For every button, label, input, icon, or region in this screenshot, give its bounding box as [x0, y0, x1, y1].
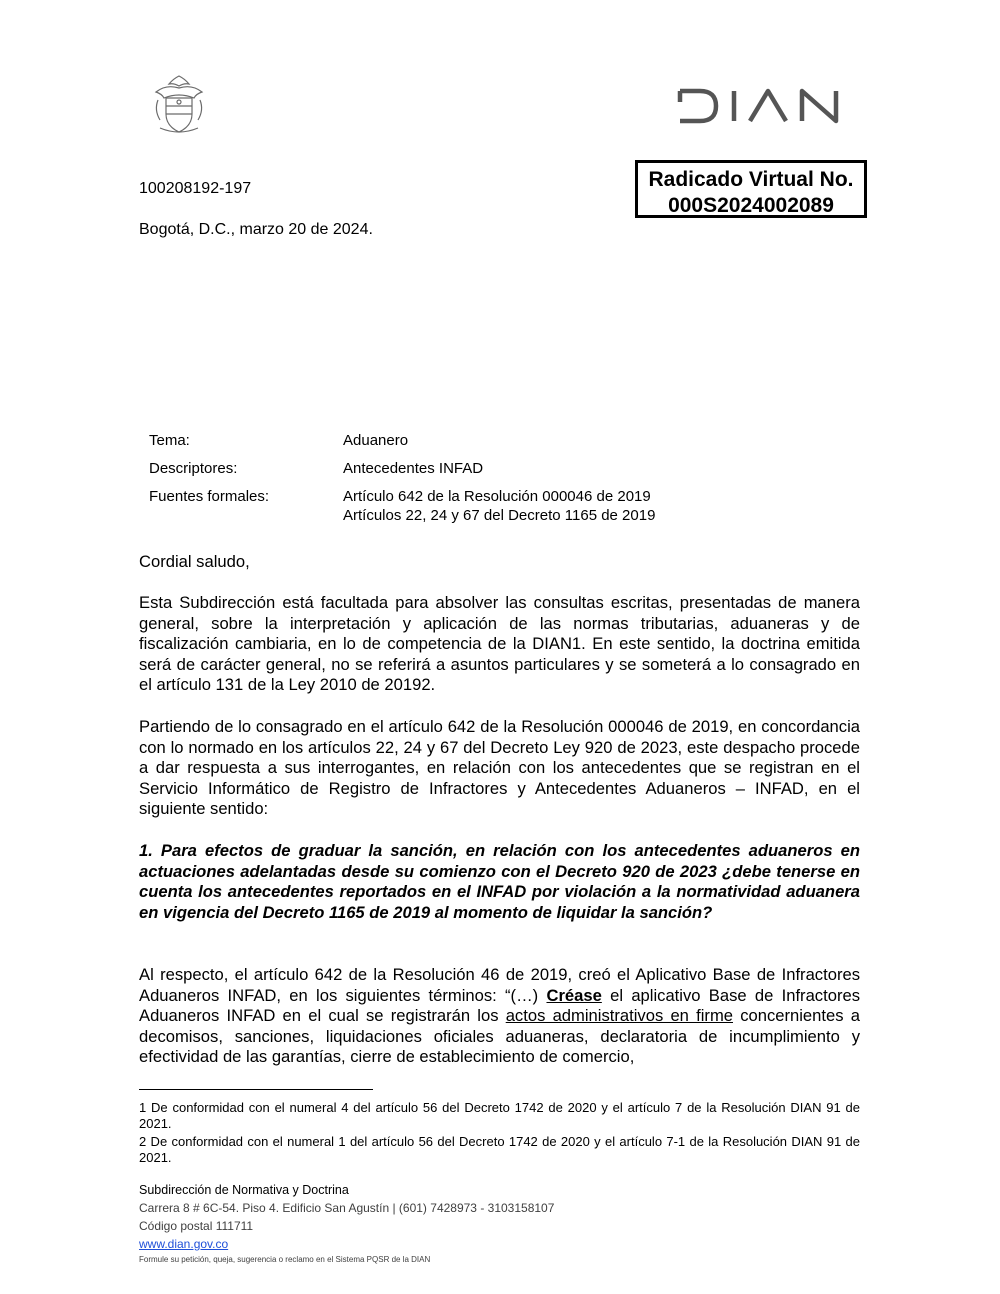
descriptores-label: Descriptores:: [149, 460, 238, 477]
radicado-box: [635, 160, 867, 218]
greeting: Cordial saludo,: [139, 552, 250, 571]
descriptores-value: Antecedentes INFAD: [343, 460, 484, 477]
fuentes-label: Fuentes formales:: [149, 488, 270, 505]
tema-value: Aduanero: [343, 432, 409, 449]
footer-postal-code: Código postal 111711: [139, 1219, 254, 1233]
paragraph-1: Esta Subdirección está facultada para absolver las consultas escritas, presentadas de manera general, sobre la interpretación y aplicación de las normas tributarias, aduaneras y de fiscalización cambiaria, en lo de competencia de la DIAN1. En este sentido, la doctrina emitida será de carácter general, no se referirá a asuntos particulares y se someterá a lo consagrado en el artículo 131 de la Ley 2010 de 20192.: [139, 593, 860, 694]
fuentes-value-2: Artículos 22, 24 y 67 del Decreto 1165 de 2019: [343, 507, 656, 524]
paragraph-2: Partiendo de lo consagrado en el artículo 642 de la Resolución 000046 de 2019, en concordancia con lo normado en los artículos 22, 24 y 67 del Decreto Ley 920 de 2023, este despacho procede a dar respuesta a sus interrogantes, en relación con los antecedentes que se registran en el Servicio Informático de Registro de Infractores y Antecedentes Aduaneros – INFAD, en el siguiente sentido:: [139, 717, 860, 818]
footer-pqsr-note: Formule su petición, queja, sugerencia o reclamo en el Sistema PQSR de la DIAN: [139, 1255, 431, 1264]
radicado-label: Radicado Virtual No.: [648, 168, 854, 191]
question-1: 1. Para efectos de graduar la sanción, en relación con los antecedentes aduaneros en actuaciones adelantadas desde su comienzo con el Decreto 920 de 2023 ¿debe tenerse en cuenta los antecedentes reportados en el INFAD por violación a la normatividad aduanera en vigencia del Decreto 1165 de 2019 al momento de liquidar la sanción?: [139, 841, 860, 922]
paragraph-3-middle: el aplicativo Base de Infractores Aduaneros INFAD en el cual se registrarán los: [139, 985, 860, 1025]
place-date: Bogotá, D.C., marzo 20 de 2024.: [139, 221, 373, 238]
crease-term: Créase: [546, 985, 602, 1005]
actos-firme-term: actos administrativos en firme: [505, 1006, 733, 1025]
paragraph-3-end: concernientes a decomisos, sanciones, liquidaciones oficiales aduaneras, declaratoria de incumplimiento y efectividad de las garantías, cierre de establecimiento de comercio,: [139, 1006, 860, 1066]
colombia-coat-of-arms-icon: [144, 70, 214, 140]
footnote-2: 2 De conformidad con el numeral 1 del artículo 56 del Decreto 1742 de 2020 y el artículo 7-1 de la Resolución DIAN 91 de 2021.: [139, 1134, 860, 1165]
radicado-number: 000S2024002089: [668, 194, 834, 217]
footnote-divider: [139, 1089, 373, 1090]
tema-label: Tema:: [149, 432, 190, 449]
fuentes-value-1: Artículo 642 de la Resolución 000046 de 2019: [343, 488, 651, 505]
dian-logo: [676, 88, 860, 124]
reference-number: 100208192-197: [139, 180, 252, 197]
paragraph-3-start: Al respecto, el artículo 642 de la Resolución 46 de 2019, creó el Aplicativo Base de Infractores Aduaneros INFAD, en los siguientes términos: “(…): [139, 965, 860, 1005]
footnote-1: 1 De conformidad con el numeral 4 del artículo 56 del Decreto 1742 de 2020 y el artículo 7 de la Resolución DIAN 91 de 2021.: [139, 1100, 860, 1131]
paragraph-3: [139, 965, 860, 1068]
footer-department: Subdirección de Normativa y Doctrina: [139, 1183, 349, 1197]
footer-address: Carrera 8 # 6C-54. Piso 4. Edificio San Agustín | (601) 7428973 - 3103158107: [139, 1201, 555, 1215]
footer-website-link[interactable]: www.dian.gov.co: [139, 1237, 229, 1251]
